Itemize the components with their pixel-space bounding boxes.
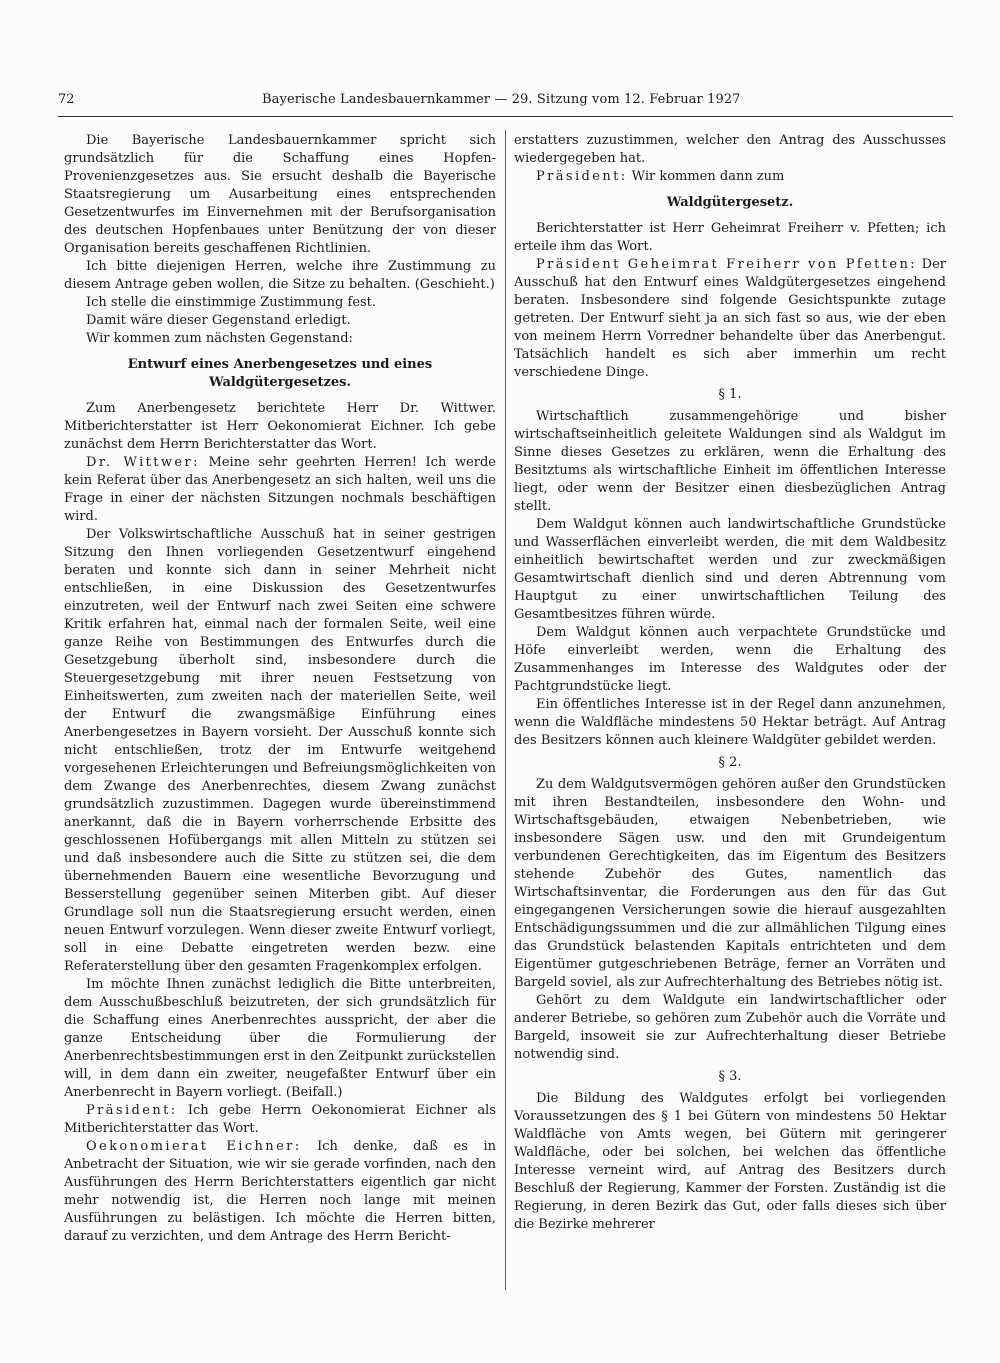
speech-paragraph (514, 256, 946, 382)
paragraph: Dem Waldgut können auch landwirtschaftliche Grundstücke und Wasserflächen einverleibt werden, die mit dem Waldbesitz einheitlich bewirtschaftet werden und zur zweckmäßigen Gesamtwirtschaft dienlich sind und deren Abtrennung vom Hauptgut zu einer unwirtschaftlichen Teilung des Gesamtbesitzes führen würde. (514, 517, 946, 622)
speaker-name: Dr. Wittwer: (86, 455, 200, 470)
paragraph: Ein öffentliches Interesse ist in der Regel dann anzunehmen, wenn die Waldfläche mindestens 50 Hektar beträgt. Auf Antrag des Besitzers können auch kleinere Waldgüter gebildet werden. (514, 697, 946, 748)
speaker-name: Präsident Geheimrat Freiherr von Pfetten: (536, 257, 918, 272)
paragraph: Berichterstatter ist Herr Geheimrat Freiherr v. Pfetten; ich erteile ihm das Wort. (514, 221, 946, 254)
speaker-name: Präsident: (536, 169, 628, 184)
speaker-name: Oekonomierat Eichner: (86, 1139, 302, 1154)
paragraph: Im möchte Ihnen zunächst lediglich die Bitte unterbreiten, dem Ausschußbeschluß beizutreten, der sich grundsätzlich für die Schaffung eines Anerbenrechtes ausspricht, der aber die ganze Entscheidung über die Formulierung der Anerbenrechtsbestimmungen erst in den Zeitpunkt zurückstellen will, in dem dann ein zweiter, neugefaßter Entwurf über ein Anerbenrecht in Bayern vorliegt. (Beifall.) (64, 977, 496, 1100)
paragraph: Dem Waldgut können auch verpachtete Grundstücke und Höfe einverleibt werden, wenn die Erhaltung des Zusammenhanges im Interesse des Waldgutes oder der Pachtgrundstücke liegt. (514, 625, 946, 694)
speech-paragraph (514, 168, 946, 186)
section-heading: Entwurf eines Anerbengesetzes und eines Waldgütergesetzes. (127, 357, 433, 390)
speech-text: Der Ausschuß hat den Entwurf eines Waldgütergesetzes eingehend beraten. Insbesondere sind folgende Gesichtspunkte zutage getreten. Der Entwurf sieht ja an sich fast so aus, wie der eben von meinem Herrn Vorredner behandelte über das Anerbengut. Tatsächlich handelt es sich aber immerhin um recht verschiedene Dinge. (514, 257, 946, 380)
paragraph: Damit wäre dieser Gegenstand erledigt. (86, 313, 351, 328)
left-column (64, 132, 496, 1246)
paragraph: Wir kommen zum nächsten Gegenstand: (86, 331, 353, 346)
column-divider (505, 130, 506, 1290)
paragraph: Der Volkswirtschaftliche Ausschuß hat in seiner gestrigen Sitzung den Ihnen vorliegenden Gesetzentwurf eingehend beraten und konnte sich dann in seiner Mehrheit nicht entschließen, in eine Diskussion des Gesetzentwurfes einzutreten, weil der Entwurf nach zwei Seiten eine schwere Kritik erfahren hat, einmal nach der formalen Seite, weil eine ganze Reihe von Bestimmungen des Entwurfes durch die Gesetzgebung überholt sind, insbesondere durch die Steuergesetzgebung mit ihrer neuen Festsetzung von Einheitswerten, zum zweiten nach der materiellen Seite, weil der Entwurf die zwangsmäßige Einführung eines Anerbengesetzes in Bayern vorsieht. Der Ausschuß konnte sich nicht entschließen, trotz der im Entwurfe weitgehend vorgesehenen Erleichterungen und Befreiungsmöglichkeiten von dem Zwange des Anerbenrechtes, diesem Zwang zunächst grundsätzlich zuzustimmen. Dagegen wurde übereinstimmend anerkannt, daß die in Bayern vorherrschende Erbsitte des geschlossenen Hofübergangs mit allen Mitteln zu stützen sei und daß insbesondere auch die Sitte zu stützen sei, die dem übernehmenden Bauern eine wesentliche Bevorzugung und Besserstellung gegenüber seinen Miterben gibt. Auf dieser Grundlage soll nun die Staatsregierung ersucht werden, einen neuen Entwurf vorzulegen. Wenn dieser zweite Entwurf vorliegt, soll in eine Debatte eingetreten werden bezw. eine Referaterstellung über den gesamten Fragenkomplex erfolgen. (64, 527, 496, 974)
paragraph-sign: § 2. (718, 755, 742, 770)
paragraph: Die Bayerische Landesbauernkammer spricht sich grundsätzlich für die Schaffung eines Hopfen-Provenienzgesetzes aus. Sie ersucht deshalb die Bayerische Staatsregierung um Ausarbeitung eines entsprechenden Gesetzentwurfes im Einvernehmen mit der Berufsorganisation des deutschen Hopfenbaues unter Benützung der von dieser Organisation bereits geschaffenen Richtlinien. (64, 133, 496, 256)
speech-paragraph (64, 1102, 496, 1138)
paragraph: Die Bildung des Waldgutes erfolgt bei vorliegenden Voraussetzungen des § 1 bei Gütern von mindestens 50 Hektar Waldfläche von Amts wegen, bei Gütern mit geringerer Waldfläche, oder bei solchen, bei welchen das öffentliche Interesse verneint wird, auf Antrag des Besitzers durch Beschluß der Regierung, Kammer der Forsten. Zuständig ist die Regierung, in deren Bezirk das Gut, oder falls dieses sich über die Bezirke mehrerer (514, 1091, 946, 1232)
speaker-name: Präsident: (86, 1103, 178, 1118)
paragraph: Zum Anerbengesetz berichtete Herr Dr. Wittwer. Mitberichterstatter ist Herr Oekonomierat Eichner. Ich gebe zunächst dem Herrn Berichterstatter das Wort. (64, 401, 496, 452)
paragraph: Zu dem Waldgutsvermögen gehören außer den Grundstücken mit ihren Bestandteilen, insbesondere den Wohn- und Wirtschaftsgebäuden, etwaigen Nebenbetrieben, wie insbesondere Sägen usw. und den mit Grundeigentum verbundenen Gerechtigkeiten, das im Eigentum des Besitzers stehende Zubehör des Gutes, namentlich das Wirtschaftsinventar, die Forderungen aus den für das Gut eingegangenen Versicherungen sowie die hierauf ausgezahlten Entschädigungssummen und die zur allmählichen Tilgung eines das Grundstück belastenden Kapitals entrichteten und dem Eigentümer gutgeschriebenen Beträge, ferner an Vorräten und Bargeld soviel, als zur Aufrechterhaltung des Betriebes nötig ist. (514, 777, 946, 990)
page-number: 72 (58, 92, 75, 107)
paragraph: Ich stelle die einstimmige Zustimmung fest. (86, 295, 377, 310)
speech-paragraph (64, 454, 496, 526)
speech-text: Wir kommen dann zum (627, 169, 785, 184)
header-rule (58, 116, 953, 117)
speech-text: Ich denke, daß es in Anbetracht der Situation, wie wir sie gerade vorfinden, nach den Ausführungen des Herrn Berichterstatters eigentlich gar nicht mehr notwendig ist, die Herren noch lange mit meinen Ausführungen zu belästigen. Ich möchte die Herren bitten, darauf zu verzichten, und dem Antrage des Herrn Bericht- (64, 1139, 496, 1244)
paragraph-sign: § 3. (718, 1069, 742, 1084)
paragraph: Gehört zu dem Waldgute ein landwirtschaftlicher oder anderer Betriebe, so gehören zum Zubehör auch die Vorräte und Bargeld, insoweit sie zur Aufrechterhaltung dieser Betriebe notwendig sind. (514, 993, 946, 1062)
paragraph: Ich bitte diejenigen Herren, welche ihre Zustimmung zu diesem Antrage geben wollen, die Sitze zu behalten. (Geschieht.) (64, 259, 496, 292)
right-column (514, 132, 946, 1234)
speech-text: Meine sehr geehrten Herren! Ich werde kein Referat über das Anerbengesetz an sich halten, weil uns die Frage in einer der nächsten Sitzungen nochmals beschäftigen wird. (64, 455, 496, 524)
paragraph-sign: § 1. (718, 387, 742, 402)
section-heading: Waldgütergesetz. (666, 195, 794, 210)
paragraph: erstatters zuzustimmen, welcher den Antrag des Ausschusses wiedergegeben hat. (514, 133, 946, 166)
running-title: Bayerische Landesbauernkammer — 29. Sitzung vom 12. Februar 1927 (262, 92, 741, 107)
paragraph: Wirtschaftlich zusammengehörige und bisher wirtschaftseinheitlich geleitete Waldungen sind als Waldgut im Sinne dieses Gesetzes zu erklären, wenn die Erhaltung des Besitztums als wirtschaftliche Einheit im öffentlichen Interesse liegt, oder wenn der Besitzer einen diesbezüglichen Antrag stellt. (514, 409, 946, 514)
speech-text: Ich gebe Herrn Oekonomierat Eichner als Mitberichterstatter das Wort. (64, 1103, 496, 1136)
speech-paragraph (64, 1138, 496, 1246)
page-header (58, 92, 953, 112)
